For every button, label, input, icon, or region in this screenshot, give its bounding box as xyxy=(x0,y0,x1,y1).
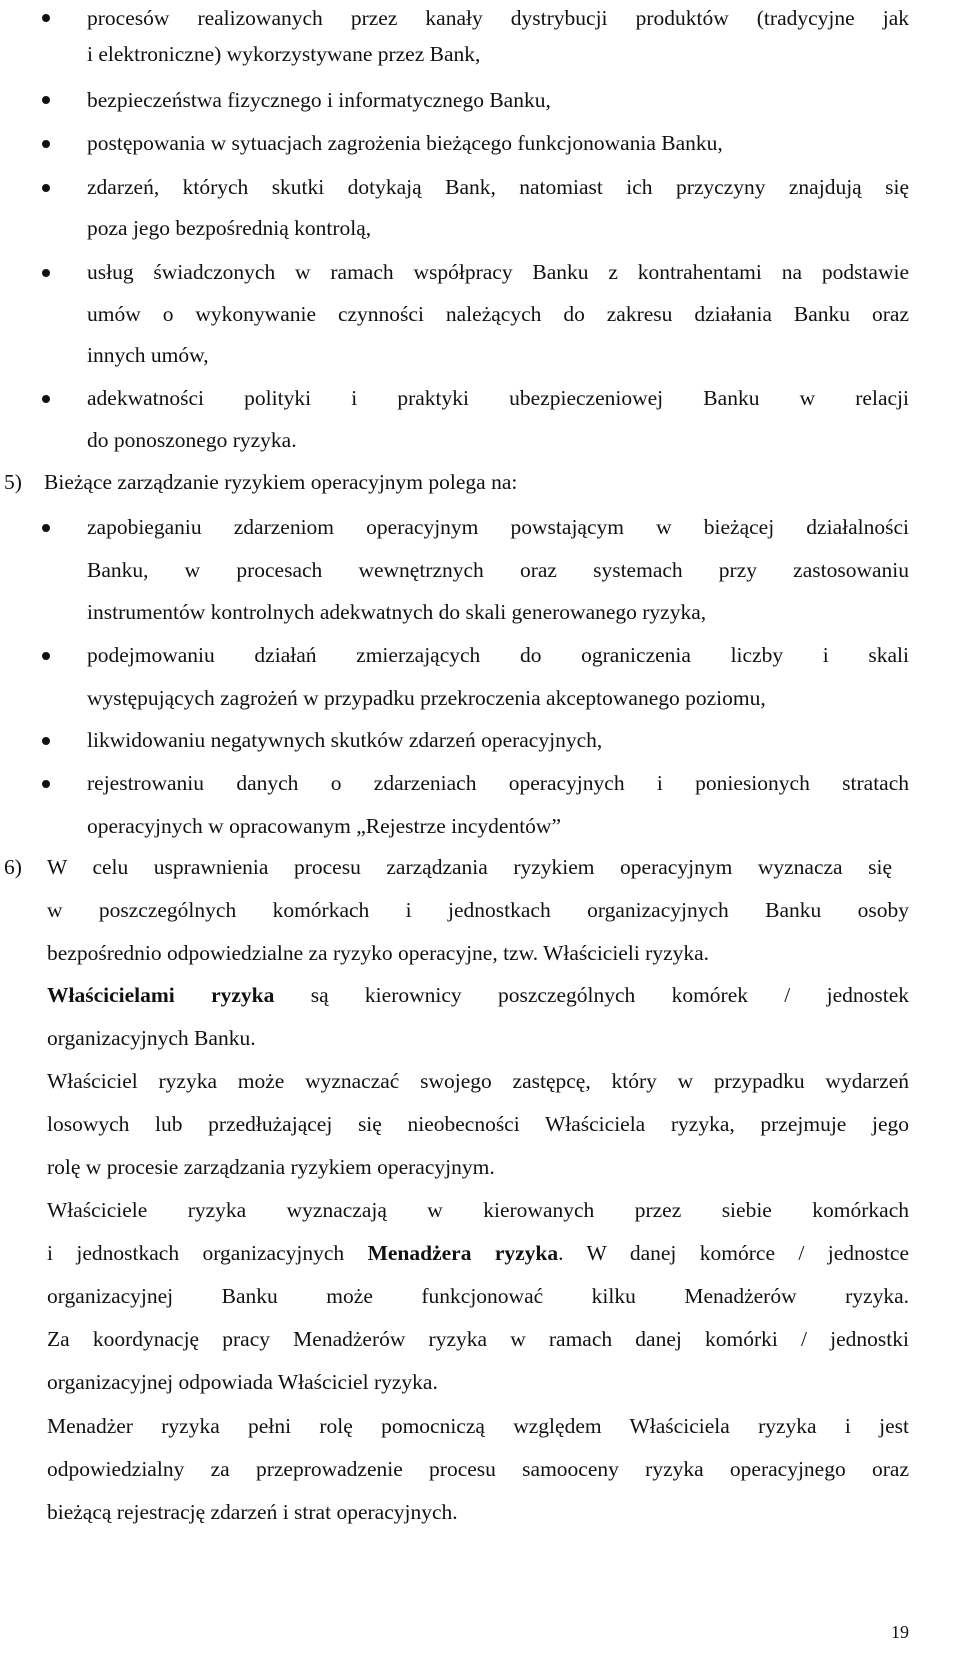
bullet xyxy=(42,395,50,403)
list-item: instrumentów kontrolnych adekwatnych do skali generowanego ryzyka, xyxy=(87,600,707,624)
page-number: 19 xyxy=(891,1622,909,1642)
list-item: innych umów, xyxy=(87,343,209,367)
bold-term: Właścicielami ryzyka xyxy=(47,983,275,1007)
managers-paragraph-line: organizacyjnej Banku może funkcjonować kilku Menadżerów ryzyka. xyxy=(47,1284,909,1308)
list-item: postępowania w sytuacjach zagrożenia bieżącego funkcjonowania Banku, xyxy=(87,131,723,155)
owners-paragraph-line xyxy=(47,981,909,1009)
bullet xyxy=(42,652,50,660)
item-number: 6) xyxy=(4,855,22,879)
list-item: adekwatności polityki i praktyki ubezpieczeniowej Banku w relacji xyxy=(87,386,909,410)
list-item: poza jego bezpośrednią kontrolą, xyxy=(87,216,372,240)
list-item: podejmowaniu działań zmierzających do ograniczenia liczby i skali xyxy=(87,643,909,667)
list-item: występujących zagrożeń w przypadku przekroczenia akceptowanego poziomu, xyxy=(87,686,766,710)
bold-term: Menadżera ryzyka xyxy=(367,1241,559,1265)
bullet xyxy=(42,780,50,788)
bullet xyxy=(42,96,50,104)
managers-paragraph-line xyxy=(47,1239,909,1267)
list-item: umów o wykonywanie czynności należących do zakresu działania Banku oraz xyxy=(87,302,909,326)
deputy-paragraph-line: losowych lub przedłużającej się nieobecności Właściciela ryzyka, przejmuje jego xyxy=(47,1112,909,1136)
bullet xyxy=(42,524,50,532)
bullet xyxy=(42,140,50,148)
list-item: zapobieganiu zdarzeniom operacyjnym powstającym w bieżącej działalności xyxy=(87,515,909,539)
item-text: w poszczególnych komórkach i jednostkach organizacyjnych Banku osoby xyxy=(47,898,909,922)
bullet xyxy=(42,14,50,22)
managers-paragraph-line: Właściciele ryzyka wyznaczają w kierowanych przez siebie komórkach xyxy=(47,1198,909,1222)
role-paragraph-line: odpowiedzialny za przeprowadzenie procesu samooceny ryzyka operacyjnego oraz xyxy=(47,1457,909,1481)
list-item: Banku, w procesach wewnętrznych oraz systemach przy zastosowaniu xyxy=(87,558,909,582)
list-item: i elektroniczne) wykorzystywane przez Bank, xyxy=(87,42,481,66)
list-item: procesów realizowanych przez kanały dystrybucji produktów (tradycyjne jak xyxy=(87,6,909,30)
item-text: W celu usprawnienia procesu zarządzania ryzykiem operacyjnym wyznacza się xyxy=(47,855,892,879)
managers-paragraph-line: organizacyjnej odpowiada Właściciel ryzyka. xyxy=(47,1370,438,1394)
text-run: są kierownicy poszczególnych komórek / jednostek xyxy=(274,983,909,1007)
owners-paragraph-line: organizacyjnych Banku. xyxy=(47,1026,256,1050)
bullet xyxy=(42,184,50,192)
managers-paragraph-line: Za koordynację pracy Menadżerów ryzyka w ramach danej komórki / jednostki xyxy=(47,1327,909,1351)
bullet xyxy=(42,269,50,277)
item-number: 5) xyxy=(4,470,22,494)
list-item: rejestrowaniu danych o zdarzeniach operacyjnych i poniesionych stratach xyxy=(87,771,909,795)
list-item: likwidowaniu negatywnych skutków zdarzeń operacyjnych, xyxy=(87,728,603,752)
list-item: operacyjnych w opracowanym „Rejestrze incydentów” xyxy=(87,814,561,838)
list-item: bezpieczeństwa fizycznego i informatycznego Banku, xyxy=(87,88,551,112)
text-run: . W danej komórce / jednostce xyxy=(558,1241,909,1265)
deputy-paragraph-line: Właściciel ryzyka może wyznaczać swojego zastępcę, który w przypadku wydarzeń xyxy=(47,1069,909,1093)
deputy-paragraph-line: rolę w procesie zarządzania ryzykiem operacyjnym. xyxy=(47,1155,495,1179)
bullet xyxy=(42,737,50,745)
role-paragraph-line: Menadżer ryzyka pełni rolę pomocniczą względem Właściciela ryzyka i jest xyxy=(47,1414,909,1438)
item-text: bezpośrednio odpowiedzialne za ryzyko operacyjne, tzw. Właścicieli ryzyka. xyxy=(47,941,710,965)
text-run: i jednostkach organizacyjnych xyxy=(47,1241,368,1265)
list-item: do ponoszonego ryzyka. xyxy=(87,428,297,452)
role-paragraph-line: bieżącą rejestrację zdarzeń i strat operacyjnych. xyxy=(47,1500,458,1524)
item-text: Bieżące zarządzanie ryzykiem operacyjnym polega na: xyxy=(44,470,518,494)
list-item: usług świadczonych w ramach współpracy Banku z kontrahentami na podstawie xyxy=(87,260,909,284)
list-item: zdarzeń, których skutki dotykają Bank, natomiast ich przyczyny znajdują się xyxy=(87,175,909,199)
